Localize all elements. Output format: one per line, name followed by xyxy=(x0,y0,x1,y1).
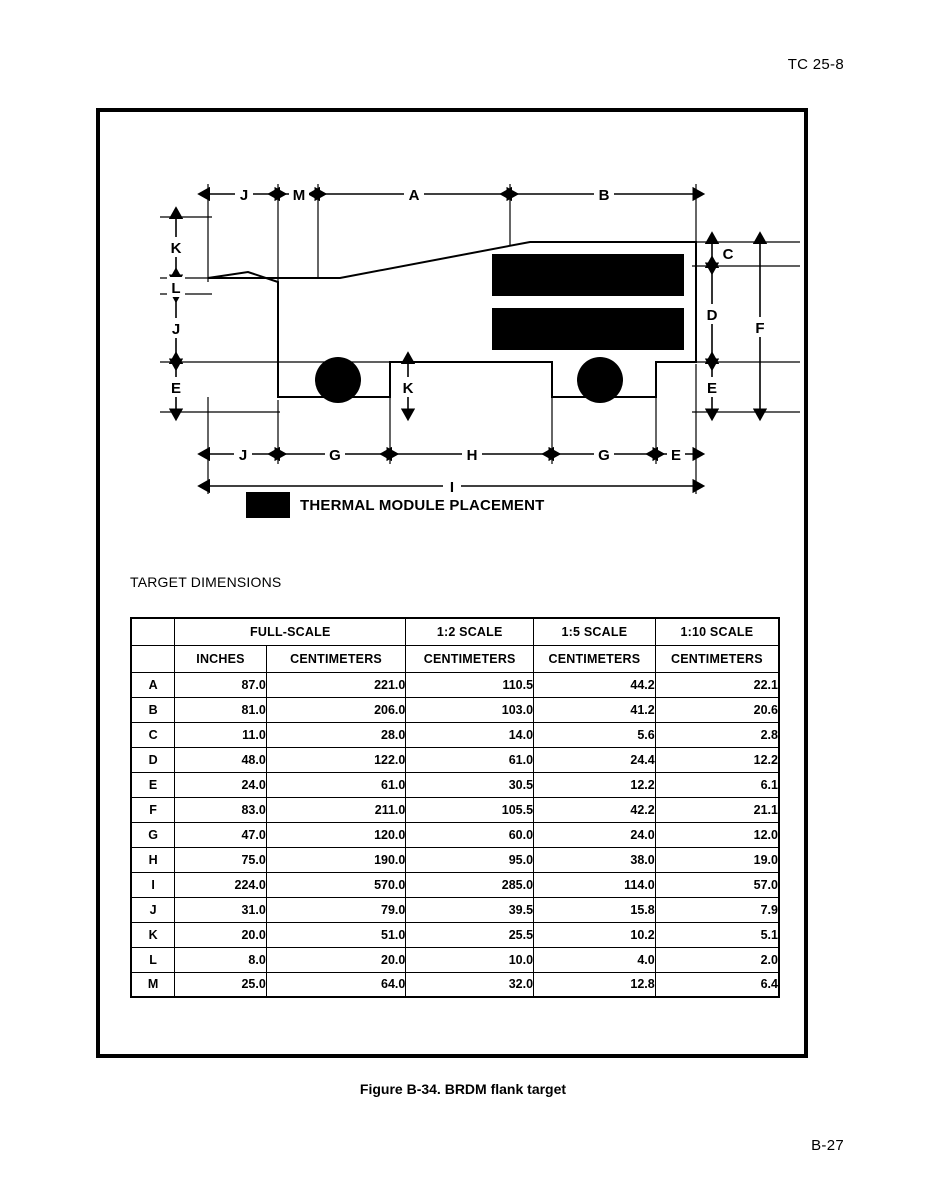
table-unit-cm-half: CENTIMETERS xyxy=(406,645,534,672)
dim-label-top-b: B xyxy=(598,187,610,204)
cell-cm-half: 14.0 xyxy=(406,722,534,747)
cell-cm-half: 61.0 xyxy=(406,747,534,772)
cell-cm-half: 25.5 xyxy=(406,922,534,947)
cell-cm-full: 51.0 xyxy=(266,922,406,947)
cell-cm-fifth: 24.0 xyxy=(534,822,656,847)
cell-cm-tenth: 2.8 xyxy=(655,722,779,747)
cell-cm-half: 95.0 xyxy=(406,847,534,872)
cell-cm-full: 206.0 xyxy=(266,697,406,722)
cell-cm-tenth: 20.6 xyxy=(655,697,779,722)
dim-label-bottom-j: J xyxy=(238,447,248,464)
dim-label-left-l: L xyxy=(171,280,181,297)
dim-label-bottom-e: E xyxy=(670,447,682,464)
table-group-header-row xyxy=(131,618,779,645)
cell-cm-tenth: 12.0 xyxy=(655,822,779,847)
cell-inches: 83.0 xyxy=(175,797,267,822)
dim-label-right-e: E xyxy=(706,380,718,397)
cell-cm-fifth: 12.2 xyxy=(534,772,656,797)
cell-cm-half: 60.0 xyxy=(406,822,534,847)
cell-cm-full: 221.0 xyxy=(266,672,406,697)
table-unit-cm-fifth: CENTIMETERS xyxy=(534,645,656,672)
dim-label-right-c: C xyxy=(722,246,734,263)
target-dimensions-table-wrap xyxy=(130,617,780,998)
thermal-module-legend-label: THERMAL MODULE PLACEMENT xyxy=(300,496,545,514)
table-header-tenth-scale: 1:10 SCALE xyxy=(655,618,779,645)
cell-cm-fifth: 38.0 xyxy=(534,847,656,872)
cell-cm-tenth: 21.1 xyxy=(655,797,779,822)
cell-cm-full: 122.0 xyxy=(266,747,406,772)
cell-cm-half: 285.0 xyxy=(406,872,534,897)
row-letter: I xyxy=(131,872,175,897)
dim-label-left-k: K xyxy=(170,240,182,257)
cell-inches: 224.0 xyxy=(175,872,267,897)
table-row xyxy=(131,947,779,972)
table-header-fifth-scale: 1:5 SCALE xyxy=(534,618,656,645)
cell-inches: 75.0 xyxy=(175,847,267,872)
cell-cm-tenth: 5.1 xyxy=(655,922,779,947)
cell-cm-fifth: 15.8 xyxy=(534,897,656,922)
table-row xyxy=(131,872,779,897)
dim-label-top-j: J xyxy=(239,187,249,204)
table-row xyxy=(131,822,779,847)
cell-cm-full: 61.0 xyxy=(266,772,406,797)
cell-cm-full: 570.0 xyxy=(266,872,406,897)
thermal-module-swatch xyxy=(246,492,290,518)
cell-cm-fifth: 5.6 xyxy=(534,722,656,747)
table-row xyxy=(131,972,779,997)
cell-inches: 25.0 xyxy=(175,972,267,997)
table-row xyxy=(131,747,779,772)
table-header-full-scale: FULL-SCALE xyxy=(175,618,406,645)
cell-inches: 87.0 xyxy=(175,672,267,697)
dim-label-bottom-h: H xyxy=(466,447,478,464)
cell-cm-half: 32.0 xyxy=(406,972,534,997)
cell-cm-tenth: 7.9 xyxy=(655,897,779,922)
cell-cm-tenth: 22.1 xyxy=(655,672,779,697)
cell-cm-half: 30.5 xyxy=(406,772,534,797)
cell-cm-full: 190.0 xyxy=(266,847,406,872)
cell-cm-full: 28.0 xyxy=(266,722,406,747)
table-row xyxy=(131,697,779,722)
row-letter: L xyxy=(131,947,175,972)
table-header-blank xyxy=(131,618,175,645)
cell-inches: 20.0 xyxy=(175,922,267,947)
cell-cm-full: 79.0 xyxy=(266,897,406,922)
cell-inches: 8.0 xyxy=(175,947,267,972)
target-drawing xyxy=(100,112,804,542)
table-row xyxy=(131,922,779,947)
cell-cm-half: 10.0 xyxy=(406,947,534,972)
row-letter: A xyxy=(131,672,175,697)
cell-inches: 48.0 xyxy=(175,747,267,772)
dim-label-top-m: M xyxy=(292,187,306,204)
cell-cm-fifth: 12.8 xyxy=(534,972,656,997)
row-letter: B xyxy=(131,697,175,722)
table-row xyxy=(131,847,779,872)
cell-cm-full: 211.0 xyxy=(266,797,406,822)
page-number: B-27 xyxy=(811,1137,844,1154)
cell-inches: 47.0 xyxy=(175,822,267,847)
table-unit-inches: INCHES xyxy=(175,645,267,672)
dim-label-right-f: F xyxy=(755,320,765,337)
dim-label-left-j: J xyxy=(171,321,181,338)
row-letter: M xyxy=(131,972,175,997)
cell-inches: 24.0 xyxy=(175,772,267,797)
dim-label-top-a: A xyxy=(408,187,420,204)
row-letter: K xyxy=(131,922,175,947)
table-unit-blank xyxy=(131,645,175,672)
cell-cm-fifth: 10.2 xyxy=(534,922,656,947)
cell-cm-half: 110.5 xyxy=(406,672,534,697)
thermal-module-legend xyxy=(246,492,545,518)
cell-cm-fifth: 42.2 xyxy=(534,797,656,822)
cell-cm-fifth: 4.0 xyxy=(534,947,656,972)
cell-inches: 11.0 xyxy=(175,722,267,747)
figure-caption: Figure B-34. BRDM flank target xyxy=(359,1081,567,1097)
cell-cm-tenth: 6.1 xyxy=(655,772,779,797)
cell-cm-fifth: 44.2 xyxy=(534,672,656,697)
dim-label-bottom-g1: G xyxy=(329,447,341,464)
cell-cm-full: 20.0 xyxy=(266,947,406,972)
table-unit-cm-tenth: CENTIMETERS xyxy=(655,645,779,672)
cell-cm-fifth: 114.0 xyxy=(534,872,656,897)
dim-label-bottom-g2: G xyxy=(598,447,610,464)
table-row xyxy=(131,797,779,822)
table-row xyxy=(131,722,779,747)
dim-label-right-d: D xyxy=(706,307,718,324)
row-letter: E xyxy=(131,772,175,797)
cell-cm-half: 103.0 xyxy=(406,697,534,722)
figure-frame xyxy=(96,108,808,1058)
target-dimensions-title: TARGET DIMENSIONS xyxy=(130,574,282,590)
table-row xyxy=(131,672,779,697)
table-row xyxy=(131,897,779,922)
table-unit-cm-full: CENTIMETERS xyxy=(266,645,406,672)
row-letter: H xyxy=(131,847,175,872)
cell-cm-fifth: 24.4 xyxy=(534,747,656,772)
cell-cm-full: 120.0 xyxy=(266,822,406,847)
target-dimensions-table xyxy=(130,617,780,998)
cell-cm-tenth: 6.4 xyxy=(655,972,779,997)
table-row xyxy=(131,772,779,797)
row-letter: G xyxy=(131,822,175,847)
dim-label-interior-k: K xyxy=(402,380,414,397)
row-letter: J xyxy=(131,897,175,922)
cell-cm-tenth: 2.0 xyxy=(655,947,779,972)
cell-inches: 81.0 xyxy=(175,697,267,722)
table-unit-header-row xyxy=(131,645,779,672)
cell-cm-tenth: 57.0 xyxy=(655,872,779,897)
row-letter: C xyxy=(131,722,175,747)
cell-cm-half: 39.5 xyxy=(406,897,534,922)
cell-cm-full: 64.0 xyxy=(266,972,406,997)
dim-label-overall-i: I xyxy=(449,479,455,496)
cell-cm-fifth: 41.2 xyxy=(534,697,656,722)
table-header-half-scale: 1:2 SCALE xyxy=(406,618,534,645)
cell-inches: 31.0 xyxy=(175,897,267,922)
cell-cm-tenth: 12.2 xyxy=(655,747,779,772)
document-header-code: TC 25-8 xyxy=(787,56,844,73)
cell-cm-half: 105.5 xyxy=(406,797,534,822)
row-letter: F xyxy=(131,797,175,822)
dim-label-left-e: E xyxy=(170,380,182,397)
row-letter: D xyxy=(131,747,175,772)
cell-cm-tenth: 19.0 xyxy=(655,847,779,872)
